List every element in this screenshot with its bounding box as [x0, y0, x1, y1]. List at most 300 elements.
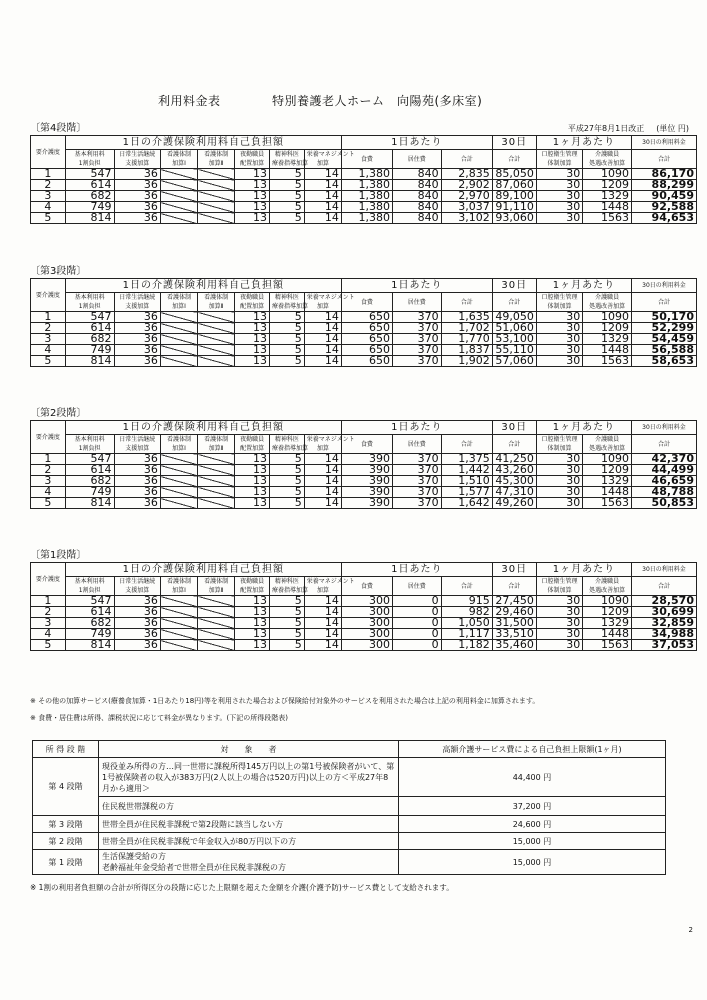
thirty-day-total: 29,460	[492, 607, 536, 618]
fee-table	[30, 278, 697, 367]
fee-section	[30, 266, 697, 367]
psych-fee: 5	[269, 356, 304, 367]
nursing2-header: 看護体制	[198, 577, 235, 587]
meal-fee: 390	[341, 454, 392, 465]
care-level-header: 要介護度	[31, 421, 66, 454]
staff-header: 処遇改善加算	[583, 302, 632, 312]
income-row	[33, 850, 666, 875]
daily-total: 1,510	[441, 476, 492, 487]
nursing1-empty	[160, 498, 197, 509]
nursing2-empty	[198, 476, 235, 487]
residence-header: 居住費	[392, 150, 441, 169]
subheader-row	[31, 577, 697, 587]
night-staff-fee: 13	[235, 169, 270, 180]
night-staff-fee: 13	[235, 607, 270, 618]
daily-total: 2,835	[441, 169, 492, 180]
care-mgmt-fee: 14	[304, 465, 341, 476]
care-level: 2	[31, 323, 66, 334]
nursing1-empty	[160, 213, 197, 224]
daily-total: 2,902	[441, 180, 492, 191]
care-level: 1	[31, 596, 66, 607]
nursing2-empty	[198, 334, 235, 345]
psych-fee: 5	[269, 454, 304, 465]
basic-fee: 547	[65, 169, 114, 180]
psych-fee: 5	[269, 596, 304, 607]
staff-fee: 1209	[583, 607, 632, 618]
nursing2-empty	[198, 618, 235, 629]
psych-fee: 5	[269, 180, 304, 191]
nursing2-empty	[198, 323, 235, 334]
night-staff-header: 配置加算	[235, 302, 270, 312]
nursing2-header: 看護体制	[198, 293, 235, 303]
thirty-day-total: 89,100	[492, 191, 536, 202]
daily-life-header: 日常生活継続	[114, 577, 160, 587]
thirty-day-total: 43,260	[492, 465, 536, 476]
nursing1-empty	[160, 640, 197, 651]
staff-fee: 1448	[583, 345, 632, 356]
meal-header: 食費	[341, 293, 392, 312]
basic-fee: 749	[65, 345, 114, 356]
nursing2-empty	[198, 629, 235, 640]
nursing1-empty	[160, 454, 197, 465]
monthly-total-header: 合計	[631, 577, 696, 596]
daily-total: 3,102	[441, 213, 492, 224]
table-row	[31, 213, 697, 224]
page-title: 利用料金表	[158, 94, 221, 108]
staff-fee: 1563	[583, 640, 632, 651]
monthly-total: 92,588	[631, 202, 696, 213]
night-staff-fee: 13	[235, 629, 270, 640]
basic-fee: 547	[65, 454, 114, 465]
per-day-header: 1日あたり	[341, 136, 492, 150]
psych-fee: 5	[269, 202, 304, 213]
monthly-total: 86,170	[631, 169, 696, 180]
subheader-row	[31, 293, 697, 303]
facility-name: 特別養護老人ホーム 向陽苑(多床室)	[272, 94, 483, 108]
meal-fee: 650	[341, 312, 392, 323]
nursing2-header: 加算Ⅱ	[198, 586, 235, 596]
header-row	[31, 136, 697, 150]
table-row	[31, 607, 697, 618]
residence-fee: 0	[392, 629, 441, 640]
daily-life-fee: 36	[114, 607, 160, 618]
residence-header: 居住費	[392, 435, 441, 454]
psych-header: 精神科医	[269, 150, 304, 160]
night-staff-fee: 13	[235, 476, 270, 487]
psych-header: 精神科医	[269, 577, 304, 587]
daily-life-header: 日常生活継続	[114, 293, 160, 303]
table-row	[31, 629, 697, 640]
per-day-header: 1日あたり	[341, 421, 492, 435]
care-mgmt-fee: 14	[304, 202, 341, 213]
per-day-header: 1日あたり	[341, 279, 492, 293]
monthly-total: 52,299	[631, 323, 696, 334]
night-staff-fee: 13	[235, 640, 270, 651]
nursing1-header: 看護体制	[160, 293, 197, 303]
daily-life-header: 支援加算	[114, 302, 160, 312]
daily-life-fee: 36	[114, 191, 160, 202]
residence-header: 居住費	[392, 577, 441, 596]
fee-table	[30, 135, 697, 224]
meal-fee: 1,380	[341, 169, 392, 180]
care-level: 2	[31, 180, 66, 191]
oral-fee: 30	[536, 465, 582, 476]
psych-fee: 5	[269, 487, 304, 498]
oral-fee: 30	[536, 629, 582, 640]
income-limit: 37,200 円	[399, 797, 666, 816]
basic-fee-header: 1割負担	[65, 444, 114, 454]
care-mgmt-fee: 14	[304, 169, 341, 180]
monthly-total: 37,053	[631, 640, 696, 651]
care-mgmt-header: 栄養マネジメント	[304, 577, 341, 587]
residence-header: 居住費	[392, 293, 441, 312]
staff-header: 介護職員	[583, 150, 632, 160]
care-mgmt-fee: 14	[304, 629, 341, 640]
thirty-day-total: 93,060	[492, 213, 536, 224]
basic-fee-header: 基本利用料	[65, 293, 114, 303]
care-level: 5	[31, 498, 66, 509]
care-level: 1	[31, 169, 66, 180]
table-row	[31, 498, 697, 509]
staff-fee: 1090	[583, 312, 632, 323]
staff-header: 処遇改善加算	[583, 444, 632, 454]
unit-label: (単位 円)	[656, 124, 689, 133]
basic-fee: 814	[65, 213, 114, 224]
nursing2-empty	[198, 312, 235, 323]
daily-life-fee: 36	[114, 498, 160, 509]
basic-fee: 749	[65, 629, 114, 640]
self-pay-header: 1日の介護保険利用料自己負担額	[65, 279, 341, 293]
total30-header: 合計	[492, 293, 536, 312]
basic-fee-header: 1割負担	[65, 586, 114, 596]
nursing1-empty	[160, 607, 197, 618]
daily-total: 1,902	[441, 356, 492, 367]
care-level-header: 要介護度	[31, 136, 66, 169]
monthly-total-header: 合計	[631, 435, 696, 454]
fee-table	[30, 562, 697, 651]
staff-fee: 1329	[583, 191, 632, 202]
footer-note: ※ 1割の利用者負担額の合計が所得区分の段階に応じた上限額を超えた金額を介護(介護予防)サービス費として支給されます。	[30, 883, 454, 892]
staff-fee: 1209	[583, 180, 632, 191]
night-staff-header: 夜勤職員	[235, 150, 270, 160]
nursing2-header: 看護体制	[198, 435, 235, 445]
oral-fee: 30	[536, 640, 582, 651]
self-pay-header: 1日の介護保険利用料自己負担額	[65, 421, 341, 435]
daily-life-fee: 36	[114, 312, 160, 323]
oral-header: 体制加算	[536, 159, 582, 169]
oral-fee: 30	[536, 312, 582, 323]
night-staff-header: 配置加算	[235, 586, 270, 596]
income-header-stage: 所 得 段 階	[33, 741, 99, 758]
daily-total: 1,770	[441, 334, 492, 345]
notes	[30, 693, 539, 727]
daily-life-fee: 36	[114, 356, 160, 367]
care-mgmt-fee: 14	[304, 180, 341, 191]
income-limit: 15,000 円	[399, 833, 666, 850]
thirty-day-total: 45,300	[492, 476, 536, 487]
meal-fee: 1,380	[341, 180, 392, 191]
care-level: 4	[31, 345, 66, 356]
care-level: 3	[31, 191, 66, 202]
meal-fee: 1,380	[341, 191, 392, 202]
oral-fee: 30	[536, 334, 582, 345]
nursing2-empty	[198, 356, 235, 367]
daily-total: 2,970	[441, 191, 492, 202]
nursing1-empty	[160, 596, 197, 607]
income-row	[33, 816, 666, 833]
staff-fee: 1563	[583, 213, 632, 224]
residence-fee: 840	[392, 169, 441, 180]
care-mgmt-fee: 14	[304, 607, 341, 618]
meal-fee: 1,380	[341, 202, 392, 213]
psych-header: 療養指導加算	[269, 586, 304, 596]
care-level: 5	[31, 356, 66, 367]
nursing2-empty	[198, 487, 235, 498]
monthly-total: 90,459	[631, 191, 696, 202]
income-desc: 世帯全員が住民税非課税で年金収入が80万円以下の方	[99, 833, 399, 850]
night-staff-fee: 13	[235, 465, 270, 476]
residence-fee: 370	[392, 345, 441, 356]
daily-total: 1,182	[441, 640, 492, 651]
care-level: 2	[31, 465, 66, 476]
nursing2-header: 加算Ⅱ	[198, 302, 235, 312]
basic-fee: 749	[65, 487, 114, 498]
night-staff-fee: 13	[235, 213, 270, 224]
daily-total: 982	[441, 607, 492, 618]
nursing2-header: 看護体制	[198, 150, 235, 160]
nursing2-empty	[198, 191, 235, 202]
oral-fee: 30	[536, 596, 582, 607]
psych-header: 精神科医	[269, 435, 304, 445]
thirty-days-header: 30日	[492, 563, 536, 577]
basic-fee: 547	[65, 312, 114, 323]
residence-fee: 370	[392, 334, 441, 345]
meal-fee: 650	[341, 334, 392, 345]
daily-life-fee: 36	[114, 487, 160, 498]
per-month-header: 1ヶ月あたり	[536, 136, 631, 150]
basic-fee-header: 基本利用料	[65, 150, 114, 160]
care-mgmt-fee: 14	[304, 345, 341, 356]
daily-life-header: 支援加算	[114, 444, 160, 454]
meal-fee: 650	[341, 356, 392, 367]
residence-fee: 370	[392, 498, 441, 509]
nursing2-empty	[198, 498, 235, 509]
thirty-day-total: 49,050	[492, 312, 536, 323]
income-header-target: 対 象 者	[99, 741, 399, 758]
section-label: 〔第4段階〕	[30, 123, 87, 134]
monthly-total: 94,653	[631, 213, 696, 224]
income-header-row	[33, 741, 666, 758]
daily-life-fee: 36	[114, 640, 160, 651]
monthly-total: 58,653	[631, 356, 696, 367]
nursing1-empty	[160, 323, 197, 334]
care-level: 5	[31, 213, 66, 224]
staff-header: 処遇改善加算	[583, 586, 632, 596]
per-month-header: 1ヶ月あたり	[536, 563, 631, 577]
residence-fee: 840	[392, 191, 441, 202]
oral-fee: 30	[536, 345, 582, 356]
nursing1-empty	[160, 312, 197, 323]
monthly-total: 50,853	[631, 498, 696, 509]
daily-life-fee: 36	[114, 345, 160, 356]
residence-fee: 370	[392, 323, 441, 334]
basic-fee: 614	[65, 465, 114, 476]
monthly-total: 32,859	[631, 618, 696, 629]
monthly-fee-header: 30日の利用料金	[631, 136, 696, 150]
thirty-day-total: 55,110	[492, 345, 536, 356]
monthly-fee-header: 30日の利用料金	[631, 279, 696, 293]
meal-header: 食費	[341, 150, 392, 169]
meal-header: 食費	[341, 577, 392, 596]
nursing1-empty	[160, 618, 197, 629]
monthly-total: 54,459	[631, 334, 696, 345]
daily-life-fee: 36	[114, 213, 160, 224]
care-mgmt-fee: 14	[304, 213, 341, 224]
nursing1-header: 加算Ⅰ	[160, 159, 197, 169]
night-staff-fee: 13	[235, 323, 270, 334]
staff-header: 介護職員	[583, 577, 632, 587]
care-level-header: 要介護度	[31, 563, 66, 596]
residence-fee: 0	[392, 640, 441, 651]
daily-life-fee: 36	[114, 202, 160, 213]
basic-fee: 614	[65, 607, 114, 618]
care-level: 1	[31, 454, 66, 465]
table-row	[31, 356, 697, 367]
nursing2-empty	[198, 169, 235, 180]
monthly-fee-header: 30日の利用料金	[631, 563, 696, 577]
nursing2-empty	[198, 345, 235, 356]
monthly-total: 56,588	[631, 345, 696, 356]
basic-fee: 814	[65, 640, 114, 651]
psych-fee: 5	[269, 323, 304, 334]
nursing1-header: 看護体制	[160, 150, 197, 160]
staff-fee: 1329	[583, 334, 632, 345]
oral-fee: 30	[536, 454, 582, 465]
table-row	[31, 596, 697, 607]
psych-fee: 5	[269, 465, 304, 476]
income-stage: 第 2 段階	[33, 833, 99, 850]
nursing2-empty	[198, 213, 235, 224]
daily-total: 1,375	[441, 454, 492, 465]
oral-fee: 30	[536, 213, 582, 224]
meal-fee: 300	[341, 618, 392, 629]
monthly-total: 88,299	[631, 180, 696, 191]
monthly-total: 30,699	[631, 607, 696, 618]
staff-fee: 1209	[583, 465, 632, 476]
psych-fee: 5	[269, 607, 304, 618]
income-row	[33, 758, 666, 797]
income-desc: 生活保護受給の方 老齢福祉年金受給者で世帯全員が住民税非課税の方	[99, 850, 399, 875]
oral-header: 体制加算	[536, 586, 582, 596]
night-staff-fee: 13	[235, 180, 270, 191]
thirty-day-total: 35,460	[492, 640, 536, 651]
monthly-total: 42,370	[631, 454, 696, 465]
residence-fee: 370	[392, 476, 441, 487]
daily-life-fee: 36	[114, 465, 160, 476]
nursing2-empty	[198, 202, 235, 213]
care-mgmt-header: 加算	[304, 444, 341, 454]
thirty-day-total: 47,310	[492, 487, 536, 498]
night-staff-header: 夜勤職員	[235, 577, 270, 587]
care-mgmt-fee: 14	[304, 596, 341, 607]
nursing1-header: 看護体制	[160, 435, 197, 445]
basic-fee-header: 基本利用料	[65, 435, 114, 445]
thirty-day-total: 49,260	[492, 498, 536, 509]
night-staff-fee: 13	[235, 454, 270, 465]
oral-header: 体制加算	[536, 302, 582, 312]
care-mgmt-header: 栄養マネジメント	[304, 150, 341, 160]
psych-header: 療養指導加算	[269, 302, 304, 312]
income-desc: 住民税世帯課税の方	[99, 797, 399, 816]
basic-fee: 814	[65, 498, 114, 509]
care-level: 3	[31, 618, 66, 629]
daily-total: 1,577	[441, 487, 492, 498]
oral-header: 体制加算	[536, 444, 582, 454]
total-header: 合計	[441, 577, 492, 596]
daily-life-fee: 36	[114, 476, 160, 487]
daily-total: 1,117	[441, 629, 492, 640]
care-mgmt-fee: 14	[304, 323, 341, 334]
fee-section	[30, 408, 697, 509]
night-staff-fee: 13	[235, 345, 270, 356]
residence-fee: 840	[392, 202, 441, 213]
oral-fee: 30	[536, 356, 582, 367]
basic-fee: 682	[65, 476, 114, 487]
care-mgmt-fee: 14	[304, 487, 341, 498]
nursing2-empty	[198, 180, 235, 191]
self-pay-header: 1日の介護保険利用料自己負担額	[65, 563, 341, 577]
income-limit: 24,600 円	[399, 816, 666, 833]
care-mgmt-fee: 14	[304, 191, 341, 202]
thirty-days-header: 30日	[492, 136, 536, 150]
thirty-day-total: 91,110	[492, 202, 536, 213]
night-staff-header: 配置加算	[235, 159, 270, 169]
total-header: 合計	[441, 150, 492, 169]
nursing1-header: 看護体制	[160, 577, 197, 587]
night-staff-fee: 13	[235, 356, 270, 367]
revision-date: 平成27年8月1日改正	[567, 124, 645, 133]
staff-fee: 1563	[583, 356, 632, 367]
basic-fee: 749	[65, 202, 114, 213]
psych-fee: 5	[269, 498, 304, 509]
care-mgmt-fee: 14	[304, 640, 341, 651]
daily-total: 1,442	[441, 465, 492, 476]
self-pay-header: 1日の介護保険利用料自己負担額	[65, 136, 341, 150]
table-row	[31, 465, 697, 476]
daily-total: 915	[441, 596, 492, 607]
meal-fee: 650	[341, 323, 392, 334]
daily-life-header: 支援加算	[114, 586, 160, 596]
table-row	[31, 345, 697, 356]
meal-fee: 300	[341, 640, 392, 651]
daily-life-header: 日常生活継続	[114, 150, 160, 160]
nursing2-empty	[198, 454, 235, 465]
meal-fee: 650	[341, 345, 392, 356]
daily-life-fee: 36	[114, 323, 160, 334]
daily-life-header: 支援加算	[114, 159, 160, 169]
care-level: 5	[31, 640, 66, 651]
table-row	[31, 323, 697, 334]
meal-fee: 390	[341, 487, 392, 498]
basic-fee: 814	[65, 356, 114, 367]
daily-total: 1,702	[441, 323, 492, 334]
residence-fee: 370	[392, 465, 441, 476]
nursing2-empty	[198, 607, 235, 618]
staff-fee: 1090	[583, 169, 632, 180]
staff-fee: 1090	[583, 454, 632, 465]
residence-fee: 370	[392, 312, 441, 323]
table-row	[31, 312, 697, 323]
